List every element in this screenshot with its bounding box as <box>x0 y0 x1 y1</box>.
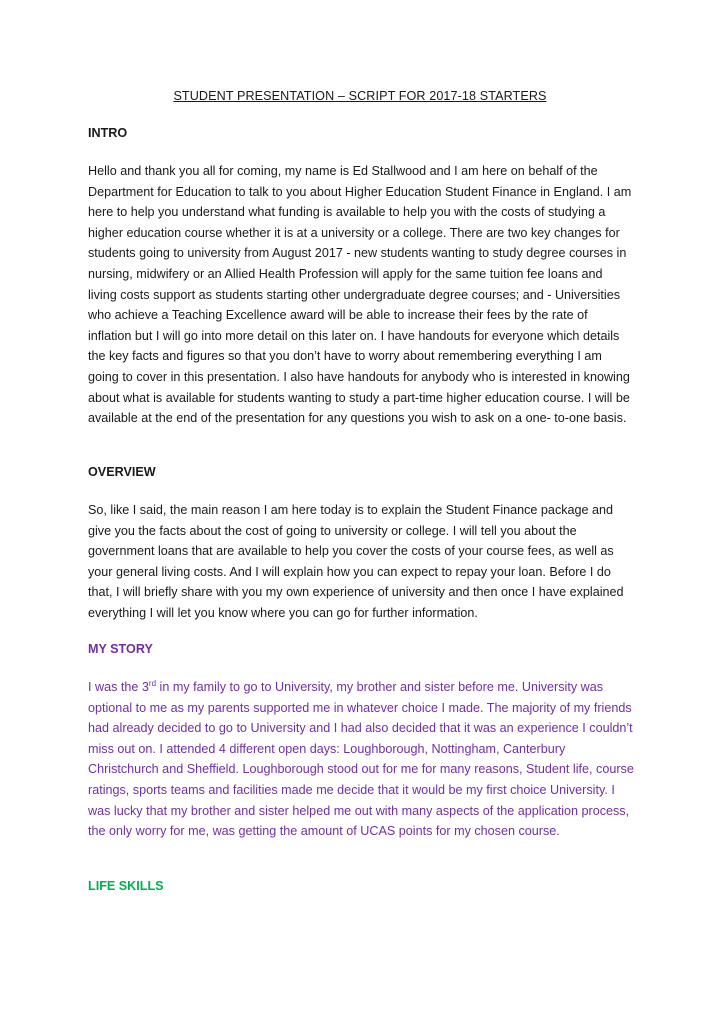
life-skills-heading: LIFE SKILLS <box>88 879 164 893</box>
my-story-text-rest: in my family to go to University, my brother and sister before me. University was optional to me as my parents supported me in whatever choice I made. The majority of my friends had already decided to go to University and I had also decided that it was an experience I couldn’t miss out on. I attended 4 different open days: Loughborough, Nottingham, Canterbury Christchurch and Sheffield. Loughborough stood out for me for many reasons, Student life, course ratings, sports teams and facilities made me decide that it would be my first choice University. I was lucky that my brother and sister helped me out with many aspects of the application process, the only worry for me, was getting the amount of UCAS points for my chosen course. <box>88 680 634 839</box>
my-story-paragraph <box>88 677 634 842</box>
document-title: STUDENT PRESENTATION – SCRIPT FOR 2017-18 STARTERS <box>173 89 547 103</box>
intro-paragraph: Hello and thank you all for coming, my name is Ed Stallwood and I am here on behalf of the Department for Education to talk to you about Higher Education Student Finance in England. I am here to help you understand what funding is available to help you with the costs of studying a higher education course whether it is at a university or a college. There are two key changes for students going to university from August 2017 - new students wanting to study degree courses in nursing, midwifery or an Allied Health Profession will apply for the same tuition fee loans and living costs support as students starting other undergraduate degree courses; and - Universities who achieve a Teaching Excellence award will be able to increase their fees by the rate of inflation but I will go into more detail on this later on. I have handouts for everyone which details the key facts and figures so that you don’t have to worry about remembering everything I am going to cover in this presentation. I also have handouts for anybody who is interested in knowing about what is available for students wanting to study a part-time higher education course. I will be available at the end of the presentation for any questions you wish to ask on a one- to-one basis. <box>88 164 632 426</box>
my-story-heading: MY STORY <box>88 642 153 656</box>
intro-heading: INTRO <box>88 126 128 140</box>
my-story-text-start: I was the 3 <box>88 680 149 694</box>
overview-heading: OVERVIEW <box>88 465 156 479</box>
overview-paragraph: So, like I said, the main reason I am here today is to explain the Student Finance package and give you the facts about the cost of going to university or college. I will tell you about the government loans that are available to help you cover the costs of your course fees, as well as your general living costs. And I will explain how you can expect to repay your loan. Before I do that, I will briefly share with you my own experience of university and then once I have explained everything I will let you know where you can go for further information. <box>88 503 624 620</box>
ordinal-superscript: rd <box>148 678 157 688</box>
